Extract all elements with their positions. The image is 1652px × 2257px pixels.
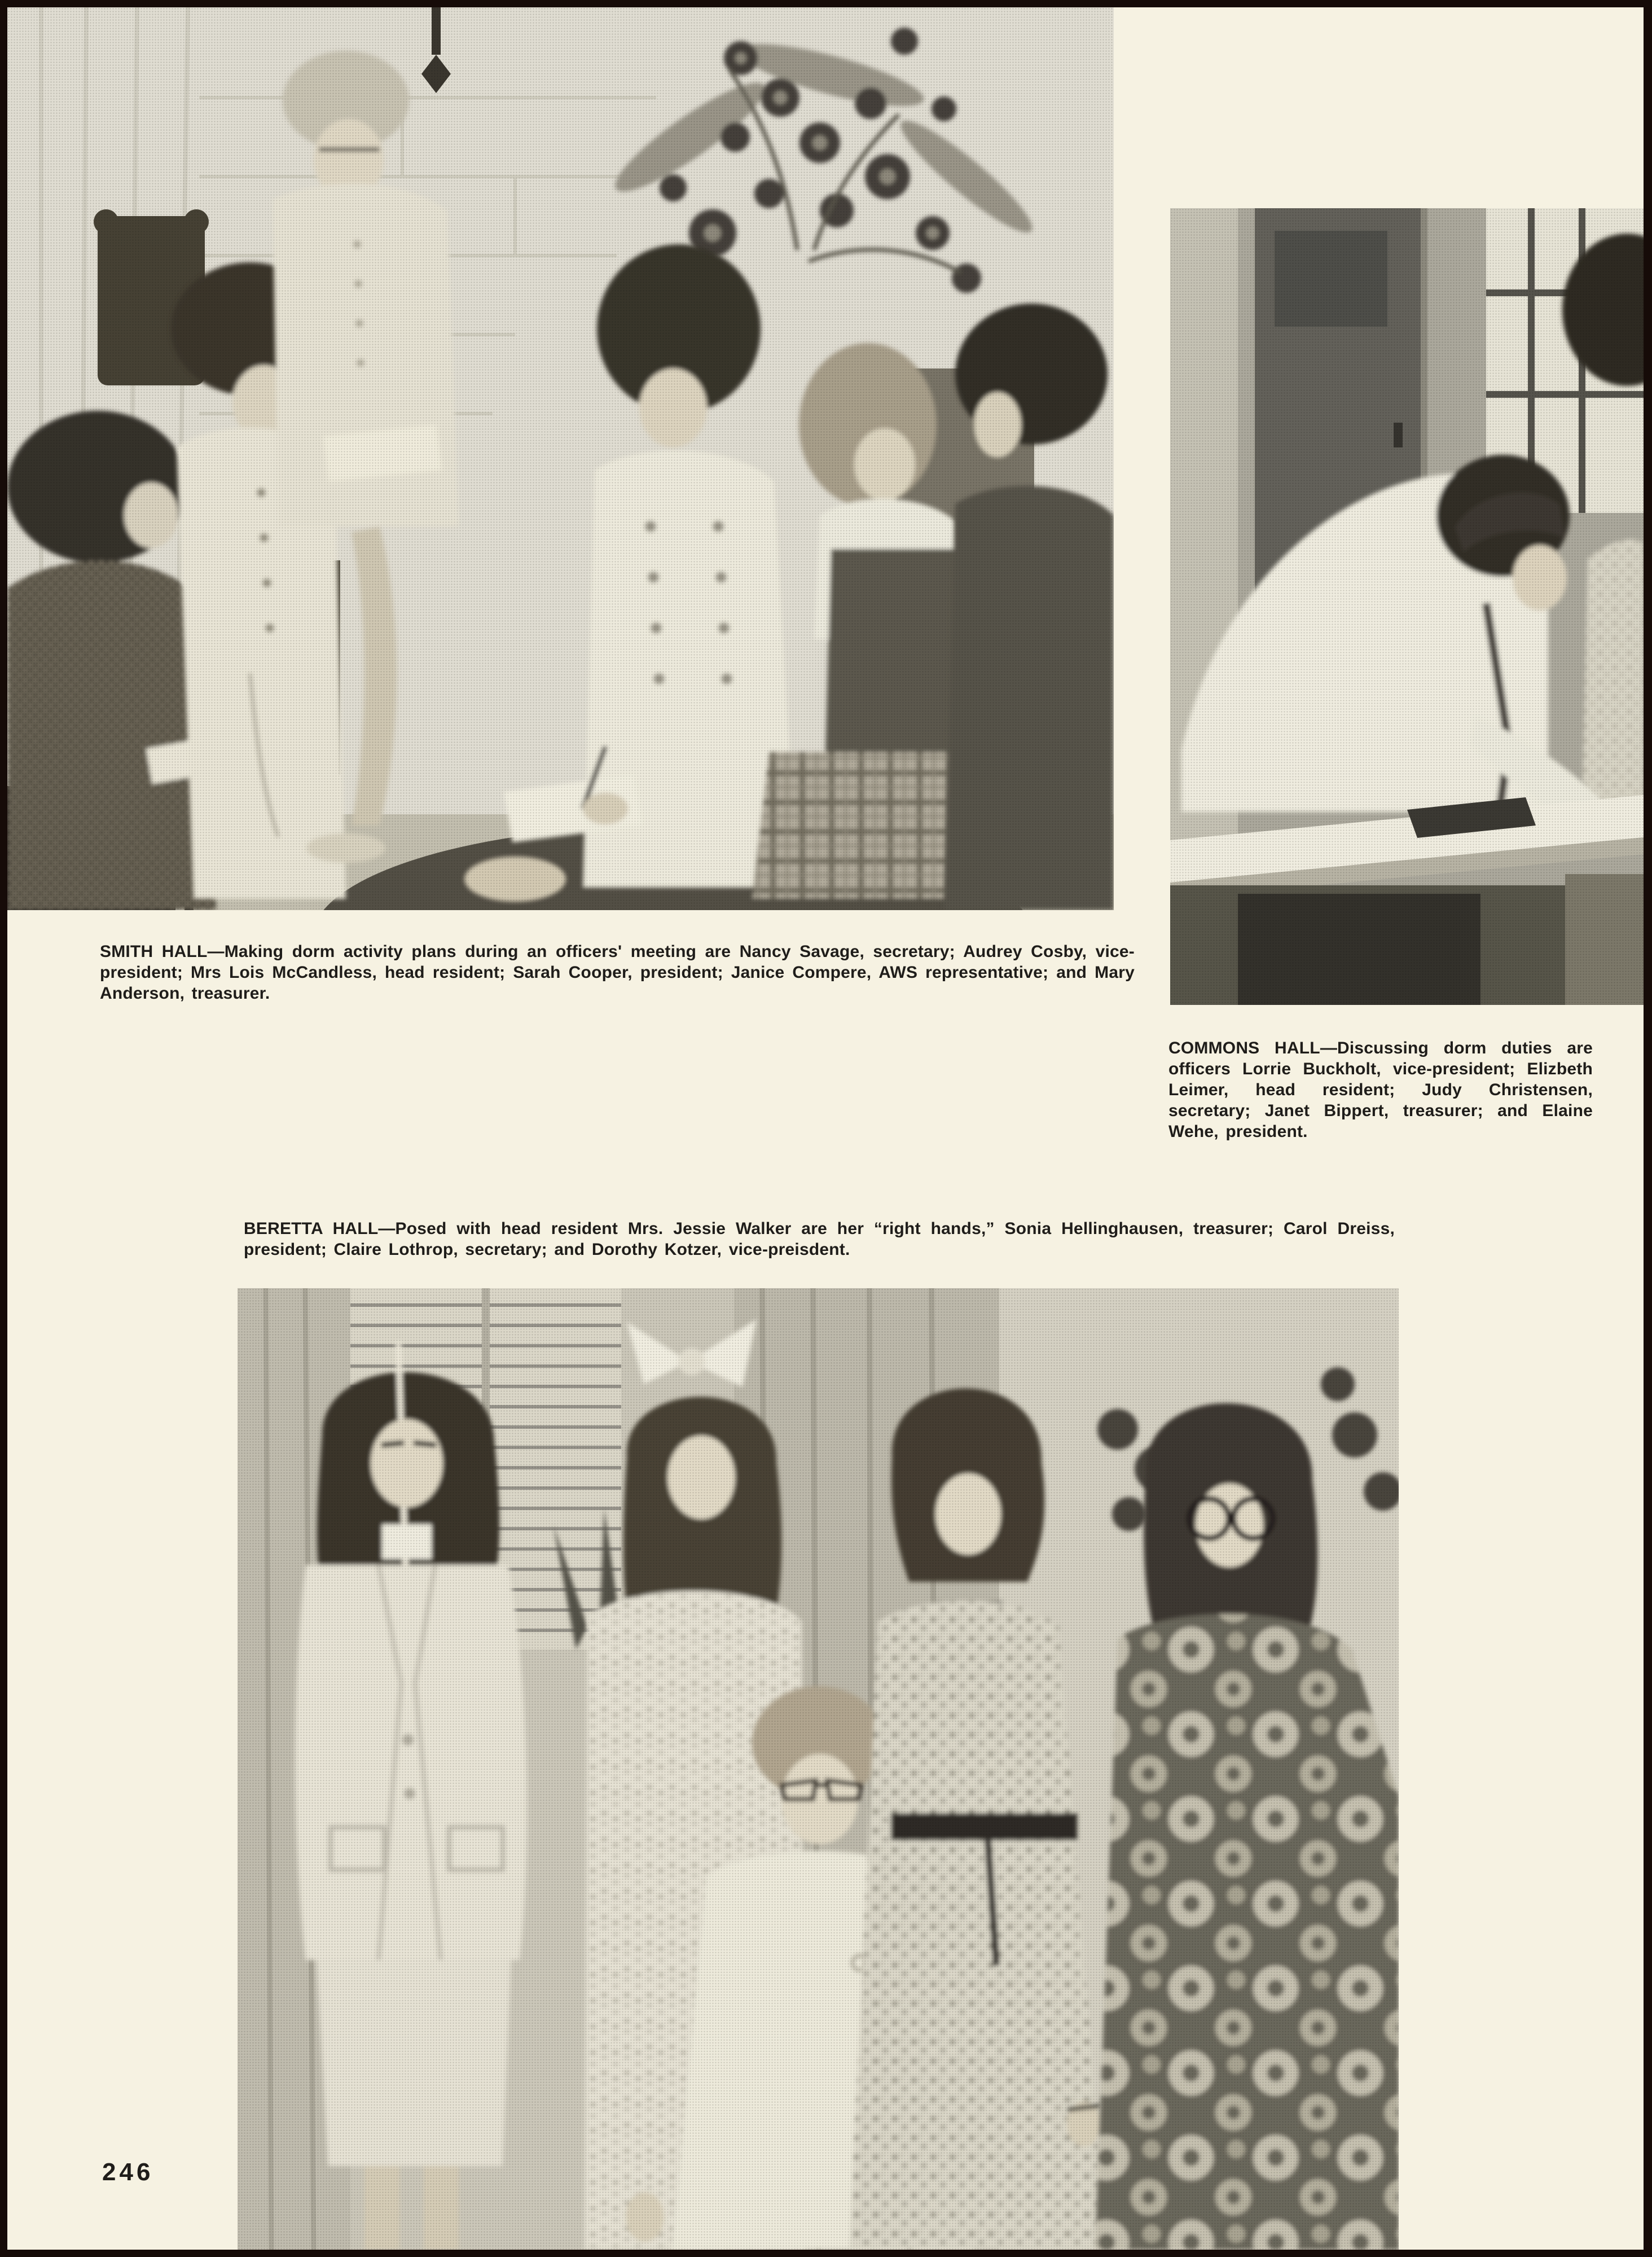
ribbon-belt — [891, 1813, 1077, 1841]
page-number: 246 — [102, 2158, 154, 2186]
commons-hall-caption: COMMONS HALL—Discussing dorm duties are officers Lorrie Buckholt, vice-president; Elizbeth Leimer, head resident; Judy Christensen, secretary; Janet Bippert, treasurer; and Elaine Wehe, president. — [1168, 1039, 1593, 1141]
smith-hall-caption: SMITH HALL—Making dorm activity plans during an officers' meeting are Nancy Savage, secretary; Audrey Cosby, vice-president; Mrs Lois McCandless, head resident; Sarah Cooper, president; Janice Compere, AWS representative; and Mary Anderson, treasurer. — [100, 942, 1135, 1003]
officer-figure-6 — [944, 304, 1114, 910]
commons-hall-photo — [1170, 208, 1644, 1005]
treasurer-figure — [295, 1342, 527, 2250]
smith-hall-photo — [7, 7, 1114, 910]
beretta-hall-photo — [238, 1288, 1399, 2250]
beretta-hall-caption: BERETTA HALL—Posed with head resident Mrs. Jessie Walker are her “right hands,” Sonia Hellinghausen, treasurer; Carol Dreiss, president; Claire Lothrop, secretary; and Dorothy Kotzer, vice-preisdent. — [244, 1219, 1395, 1259]
page-surface — [7, 7, 1644, 2250]
